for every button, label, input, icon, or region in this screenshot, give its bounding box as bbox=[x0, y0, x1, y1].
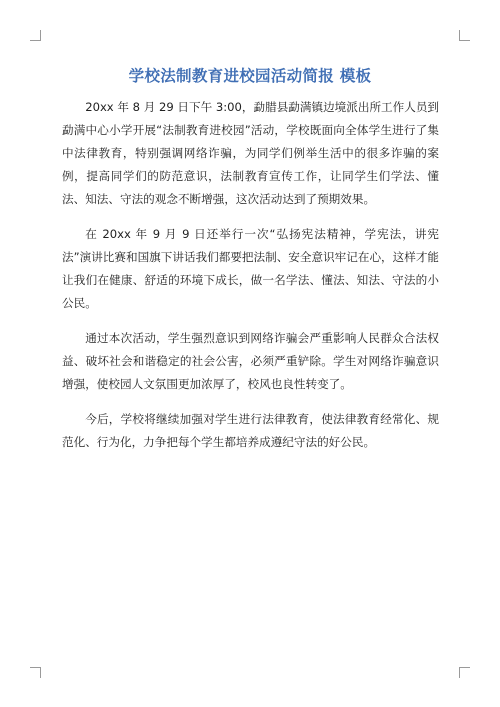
crop-mark-top-left bbox=[30, 30, 41, 41]
crop-mark-top-right bbox=[459, 30, 470, 41]
document-body bbox=[62, 96, 439, 466]
crop-mark-bottom-left bbox=[30, 667, 41, 678]
paragraph-speech-contest: 在 20xx 年 9 月 9 日还举行一次“弘扬宪法精神，学宪法，讲宪法”演讲比赛和国旗下讲话我们都要把法制、安全意识牢记在心，这样才能让我们在健康、舒适的环境下成长，做一名学法、懂法、知法、守法的小公民。 bbox=[62, 227, 440, 310]
paragraph-activity-summary: 20xx 年 8 月 29 日下午 3:00，勐腊县勐满镇边境派出所工作人员到勐满中心小学开展“法制教育进校园”活动，学校既面向全体学生进行了集中法律教育，特别强调网络诈骗，为同学们例举生活中的很多诈骗的案例，提高同学们的防范意识，法制教育宣传工作，让同学生们学法、懂法、知法、守法的观念不断增强，这次活动达到了预期效果。 bbox=[62, 100, 440, 206]
paragraph-outcome: 通过本次活动，学生强烈意识到网络诈骗会严重影响人民群众合法权益、破坏社会和谐稳定的社会公害，必须严重铲除。学生对网络诈骗意识增强，使校园人文氛围更加浓厚了，校风也良性转变了。 bbox=[62, 331, 439, 391]
crop-mark-bottom-right bbox=[459, 667, 470, 678]
paragraph-future-plan: 今后，学校将继续加强对学生进行法律教育，使法律教育经常化、规范化、行为化，力争把每个学生都培养成遵纪守法的好公民。 bbox=[62, 412, 439, 449]
document-title: 学校法制教育进校园活动简报 模板 bbox=[128, 67, 372, 85]
